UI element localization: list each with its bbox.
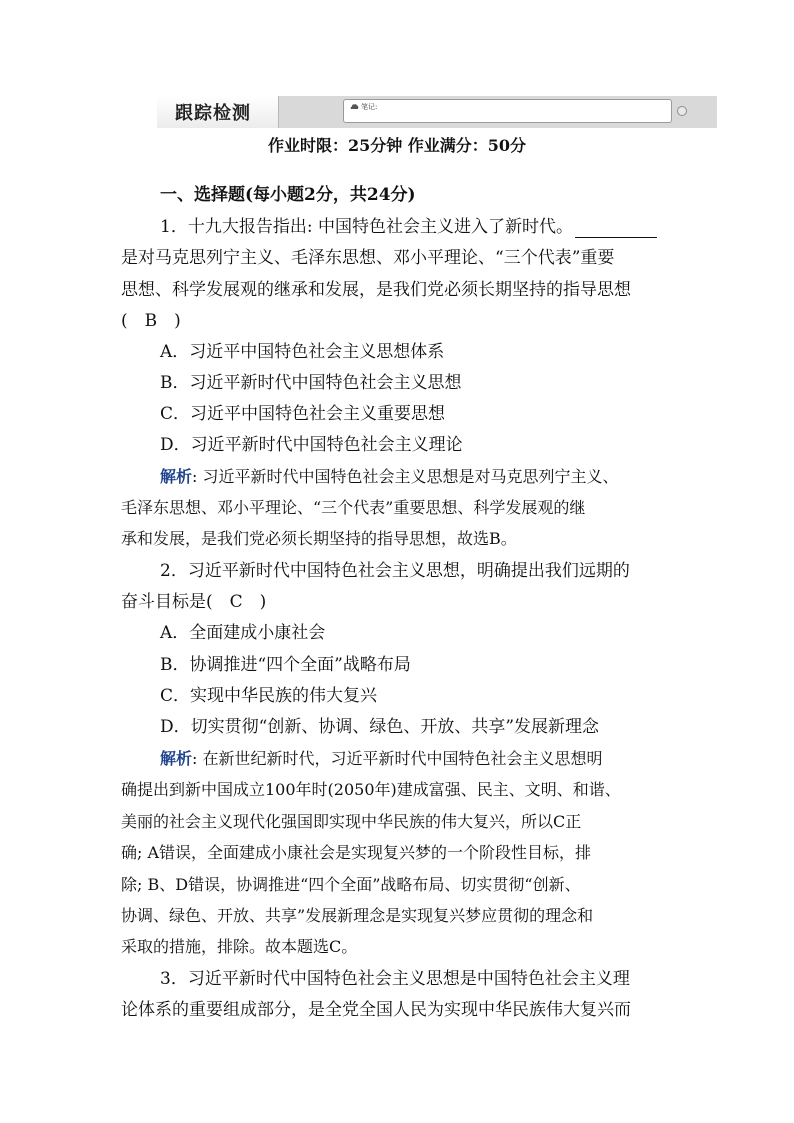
- circle-icon[interactable]: [677, 106, 687, 116]
- question-1-line-1: [160, 216, 657, 238]
- question-2-option-a: A．全面建成小康社会: [160, 623, 326, 643]
- notes-label: 笔记:: [361, 103, 378, 111]
- question-3-line-1: 3．习近平新时代中国特色社会主义思想是中国特色社会主义理: [160, 969, 630, 989]
- question-1-analysis-line-3: 承和发展，是我们党必须长期坚持的指导思想，故选B。: [121, 529, 517, 548]
- question-1-analysis-line-1: [160, 466, 619, 488]
- question-1-option-d: D．习近平新时代中国特色社会主义理论: [160, 435, 463, 455]
- question-1-answer: ( B ): [121, 311, 181, 331]
- notes-field[interactable]: [343, 99, 672, 123]
- header-title: 跟踪检测: [175, 103, 251, 124]
- question-2-option-b: B．协调推进“四个全面”战略布局: [160, 655, 411, 675]
- question-2-option-d: D．切实贯彻“创新、协调、绿色、开放、共享”发展新理念: [160, 717, 600, 737]
- header-tab: [157, 96, 279, 128]
- question-2-analysis-line-4: 确; A错误，全面建成小康社会是实现复兴梦的一个阶段性目标，排: [121, 843, 592, 862]
- cloud-icon: [350, 103, 359, 110]
- question-2-analysis-line-3: 美丽的社会主义现代化强国即实现中华民族的伟大复兴，所以C正: [121, 812, 582, 831]
- question-1-analysis-line-2: 毛泽东思想、邓小平理论、“三个代表”重要思想、科学发展观的继: [121, 498, 586, 517]
- section-heading: 一、选择题(每小题2分，共24分): [160, 185, 416, 205]
- question-2-line-1: 2．习近平新时代中国特色社会主义思想，明确提出我们远期的: [160, 561, 630, 581]
- question-1-option-a: A．习近平中国特色社会主义思想体系: [160, 342, 445, 362]
- question-2-analysis-line-1: [160, 748, 603, 770]
- question-1-option-c: C．习近平中国特色社会主义重要思想: [160, 404, 446, 424]
- analysis-text: : 习近平新时代中国特色社会主义思想是对马克思列宁主义、: [192, 467, 619, 486]
- question-1-option-b: B．习近平新时代中国特色社会主义思想: [160, 373, 462, 393]
- question-1-line-2: 是对马克思列宁主义、毛泽东思想、邓小平理论、“三个代表”重要: [121, 248, 615, 268]
- question-2-option-c: C．实现中华民族的伟大复兴: [160, 686, 378, 706]
- question-3-line-2: 论体系的重要组成部分，是全党全国人民为实现中华民族伟大复兴而: [121, 1000, 631, 1020]
- question-text: 1．十九大报告指出: 中国特色社会主义进入了新时代。: [160, 217, 573, 237]
- question-2-analysis-line-5: 除; B、D错误，协调推进“四个全面”战略布局、切实贯彻“创新、: [121, 875, 581, 894]
- question-2-analysis-line-7: 采取的措施，排除。故本题选C。: [121, 937, 358, 956]
- analysis-text: : 在新世纪新时代，习近平新时代中国特色社会主义思想明: [192, 749, 603, 768]
- question-2-analysis-line-6: 协调、绿色、开放、共享”发展新理念是实现复兴梦应贯彻的理念和: [121, 906, 594, 925]
- question-1-line-3: 思想、科学发展观的继承和发展，是我们党必须长期坚持的指导思想: [121, 280, 631, 300]
- work-limits: 作业时限：25分钟 作业满分：50分: [267, 136, 527, 155]
- analysis-label: 解析: [160, 467, 193, 486]
- analysis-label: 解析: [160, 749, 193, 768]
- answer-blank: [575, 221, 657, 238]
- header-banner: [157, 96, 717, 128]
- question-2-analysis-line-2: 确提出到新中国成立100年时(2050年)建成富强、民主、文明、和谐、: [121, 780, 621, 799]
- question-2-answer: 奋斗目标是( C ): [121, 592, 267, 612]
